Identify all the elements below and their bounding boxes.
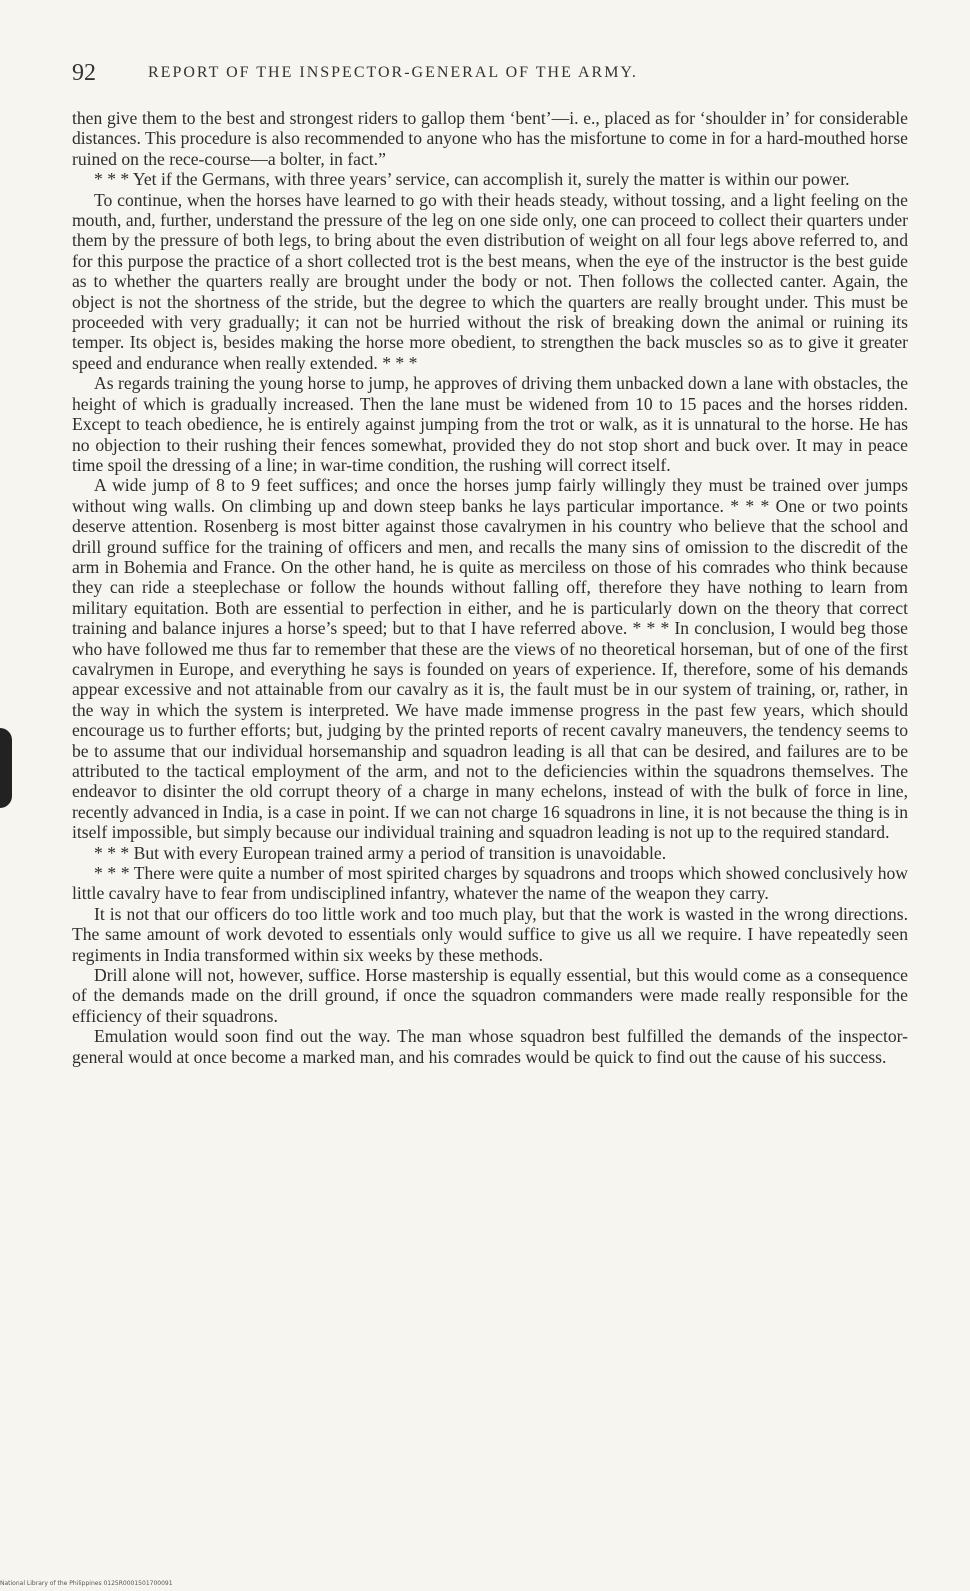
paragraph: * * * Yet if the Germans, with three years’ service, can accomplish it, surely the matter is within our power. [94, 169, 850, 190]
body-text [72, 108, 908, 1067]
paragraph: * * * But with every European trained army a period of transition is unavoidable. [94, 842, 667, 863]
running-head: REPORT OF THE INSPECTOR-GENERAL OF THE ARMY. [148, 64, 638, 81]
page-header [72, 60, 912, 90]
paragraph: As regards training the young horse to jump, he approves of driving them unbacked down a lane with obstacles, the height of which is gradually increased. Then the lane must be widened from 10 to 15 paces and the horses ridden. Except to teach obedience, he is entirely against jumping from the trot or walk, as it is unnatural to the horse. He has no objection to their rushing their fences somewhat, provided they do not stop short and buck over. It may in peace time spoil the dressing of a line; in war-time condition, the rushing will correct itself. [72, 373, 908, 475]
paragraph: Emulation would soon find out the way. The man whose squadron best fulfilled the demands of the inspector-general would at once become a marked man, and his comrades would be quick to find out the cause of his success. [72, 1026, 908, 1067]
paragraph: To continue, when the horses have learned to go with their heads steady, without tossing, and a light feeling on the mouth, and, further, understand the pressure of the leg on one side only, one can proceed to collect their quarters under them by the pressure of both legs, to bring about the even distribution of weight on all four legs above referred to, and for this purpose the practice of a short collected trot is the best means, when the eye of the instructor is the best guide as to whether the quarters really are brought under the body or not. Then follows the collected canter. Again, the object is not the shortness of the stride, but the degree to which the quarters are really brought under. This must be proceeded with very gradually; it can not be hurried without the risk of breaking down the animal or ruining its temper. Its object is, besides making the horse more obedient, to strengthen the back muscles so as to give it greater speed and endurance when really extended. * * * [72, 189, 908, 373]
paragraph: It is not that our officers do too little work and too much play, but that the work is wasted in the wrong directions. The same amount of work devoted to essentials only would suffice to give us all we require. I have repeatedly seen regiments in India transformed within six weeks by these methods. [72, 903, 908, 965]
page-number: 92 [72, 60, 96, 86]
paragraph: Drill alone will not, however, suffice. Horse mastership is equally essential, but this would come as a consequence of the demands made on the drill ground, if once the squadron commanders were made really responsible for the efficiency of their squadrons. [72, 965, 908, 1026]
scan-margin-mark [0, 728, 12, 808]
paragraph: * * * There were quite a number of most spirited charges by squadrons and troops which showed conclusively how little cavalry have to fear from undisciplined infantry, whatever the name of the weapon they carry. [72, 863, 908, 904]
paragraph: A wide jump of 8 to 9 feet suffices; and once the horses jump fairly willingly they must be trained over jumps without wing walls. On climbing up and down steep banks he lays particular importance. * * * One or two points deserve attention. Rosenberg is most bitter against those cavalrymen in his country who believe that the school and drill ground suffice for the training of officers and men, and recalls the many sins of omission to the discredit of the arm in Bohemia and France. On the other hand, he is quite as merciless on those of his comrades who think because they can ride a steeplechase or follow the hounds without falling off, therefore they have nothing to learn from military equitation. Both are essential to perfection in either, and he is particularly down on the theory that correct training and balance injures a horse’s speed; but to that I have referred above. * * * In conclusion, I would beg those who have followed me thus far to remember that these are the views of no theoretical horseman, but of one of the first cavalrymen in Europe, and everything he says is founded on years of experience. If, therefore, some of his demands appear excessive and not attainable from our cavalry as it is, the fault must be in our system of training, or, rather, in the way in which the system is interpreted. We have made immense progress in the past few years, which should encourage us to further efforts; but, judging by the printed reports of recent cavalry maneuvers, the tendency seems to be to assume that our individual horsemanship and squadron leading is all that can be desired, and failures are to be attributed to the tactical employment of the arm, and not to the deficiencies within the squadrons themselves. The endeavor to disinter the old corrupt theory of a charge in many echelons, instead of with the bulk of force in line, recently advanced in India, is a case in point. If we can not charge 16 squadrons in line, it is not because the thing is in itself impossible, but simply because our individual training and squadron leading is not up to the required standard. [72, 475, 908, 843]
scan-credit: National Library of the Philippines 0125R0001501700091 [0, 1580, 173, 1587]
paragraph: then give them to the best and strongest riders to gallop them ‘bent’—i. e., placed as for ‘shoulder in’ for considerable distances. This procedure is also recommended to anyone who has the misfortune to come in for a hard-mouthed horse ruined on the rece-course—a bolter, in fact.” [72, 108, 908, 169]
